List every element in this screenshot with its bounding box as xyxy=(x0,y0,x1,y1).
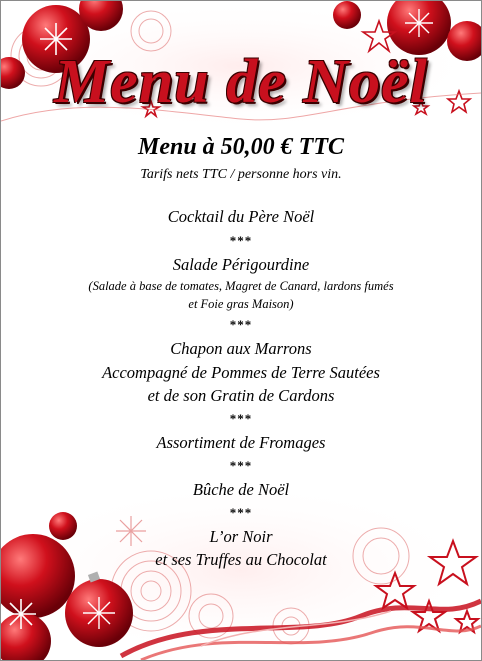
menu-content xyxy=(1,1,481,660)
course-dessert: Bûche de Noël xyxy=(192,480,290,499)
course-separator: *** xyxy=(229,458,253,473)
menu-price: Menu à 50,00 € TTC xyxy=(137,134,344,160)
course-aperitif: Cocktail du Père Noël xyxy=(167,207,315,226)
price-note: Tarifs nets TTC / personne hors vin. xyxy=(140,167,342,182)
course-cheese: Assortiment de Fromages xyxy=(156,433,326,452)
course-starter-detail: (Salade à base de tomates, Magret de Canard, lardons fumés xyxy=(88,279,394,293)
course-final-detail: et ses Truffes au Chocolat xyxy=(155,550,327,569)
course-separator: *** xyxy=(229,411,253,426)
course-final: L’or Noir xyxy=(209,527,273,546)
course-separator: *** xyxy=(229,233,253,248)
course-main-side: Accompagné de Pommes de Terre Sautées xyxy=(102,363,380,382)
course-separator: *** xyxy=(229,317,253,332)
course-main-side: et de son Gratin de Cardons xyxy=(147,386,335,405)
course-separator: *** xyxy=(229,505,253,520)
course-starter: Salade Périgourdine xyxy=(172,255,310,274)
course-starter-detail: et Foie gras Maison) xyxy=(188,297,294,311)
menu-title: Menu de Noël xyxy=(54,48,428,116)
course-main: Chapon aux Marrons xyxy=(170,339,312,358)
